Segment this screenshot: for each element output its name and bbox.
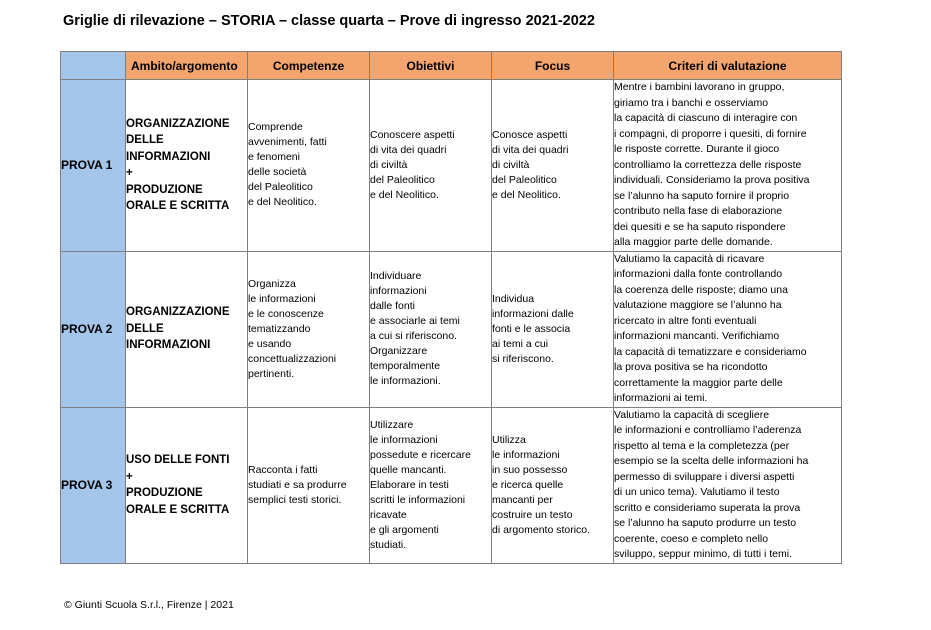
obiettivi-line: ricavate: [370, 508, 407, 521]
focus-line: di civiltà: [492, 158, 530, 171]
obiettivi-line: e del Neolitico.: [370, 188, 439, 201]
competenze-line: Comprende: [248, 121, 303, 134]
criteri-cell: [614, 251, 842, 407]
criteri-line: di un unico tema). Valutiamo il testo: [614, 486, 780, 498]
obiettivi-line: le informazioni.: [370, 375, 441, 387]
obiettivi-line: informazioni: [370, 285, 427, 297]
competenze-line: e del Neolitico.: [248, 196, 317, 209]
focus-line: di argomento storico.: [492, 523, 591, 536]
competenze-line: Racconta i fatti: [248, 463, 318, 476]
focus-line: e del Neolitico.: [492, 188, 561, 201]
obiettivi-cell: [370, 251, 492, 407]
obiettivi-line: le informazioni: [370, 433, 438, 446]
ambito-line: INFORMAZIONI: [126, 150, 211, 163]
competenze-line: studiati e sa produrre: [248, 478, 347, 491]
criteri-line: informazioni dalla fonte controllando: [614, 268, 783, 280]
competenze-line: tematizzando: [248, 322, 311, 335]
competenze-cell: [248, 407, 370, 563]
header-cell-competenze: Competenze: [248, 52, 370, 80]
obiettivi-line: possedute e ricercare: [370, 448, 471, 461]
obiettivi-line: studiati.: [370, 538, 407, 551]
criteri-line: i compagni, di proporre i quesiti, di fornire: [614, 127, 807, 140]
criteri-line: coerente, coeso e completo nello: [614, 532, 769, 545]
criteri-line: dei quesiti e se ha saputo rispondere: [614, 220, 786, 233]
header-cell-ambito: Ambito/argomento: [126, 52, 248, 80]
criteri-line: ricercato in altre fonti eventuali: [614, 314, 757, 327]
criteri-line: la coerenza delle risposte; diamo una: [614, 283, 788, 296]
obiettivi-line: quelle mancanti.: [370, 463, 447, 476]
criteri-line: le informazioni e controlliamo l’aderenza: [614, 424, 802, 436]
criteri-line: permesso di sviluppare i diversi aspetti: [614, 470, 795, 483]
criteri-line: se l’alunno ha saputo produrre un testo: [614, 517, 797, 529]
focus-cell: [492, 80, 614, 252]
criteri-line: la capacità di ciascuno di interagire con: [614, 112, 798, 124]
criteri-line: esempio se la scelta delle informazioni ha: [614, 455, 809, 467]
obiettivi-cell: [370, 80, 492, 252]
criteri-line: informazioni ai temi.: [614, 392, 708, 404]
obiettivi-line: dalle fonti: [370, 300, 415, 312]
focus-line: Utilizza: [492, 433, 526, 446]
competenze-line: Organizza: [248, 277, 296, 290]
table-row-prova-1: [61, 80, 842, 252]
obiettivi-line: Organizzare: [370, 345, 428, 357]
obiettivi-line: e gli argomenti: [370, 523, 439, 536]
focus-line: e ricerca quelle: [492, 478, 564, 491]
focus-line: fonti e le associa: [492, 322, 571, 335]
header-cell-blank: [61, 52, 126, 80]
focus-line: mancanti per: [492, 493, 553, 506]
criteri-line: Valutiamo la capacità di scegliere: [614, 408, 770, 421]
obiettivi-line: Conoscere aspetti: [370, 128, 455, 141]
criteri-line: la capacità di tematizzare e consideriamo: [614, 345, 807, 358]
page-title: Griglie di rilevazione – STORIA – classe quarta – Prove di ingresso 2021-2022: [63, 13, 595, 29]
focus-line: Individua: [492, 292, 535, 305]
criteri-cell: [614, 80, 842, 252]
header-cell-obiettivi: Obiettivi: [370, 52, 492, 80]
focus-line: le informazioni: [492, 448, 560, 461]
header-cell-focus: Focus: [492, 52, 614, 80]
competenze-line: e le conoscenze: [248, 307, 324, 320]
header-row: [61, 52, 842, 80]
prova-label: PROVA 3: [61, 407, 126, 563]
criteri-line: Mentre i bambini lavorano in gruppo,: [614, 81, 785, 93]
criteri-line: correttamente la maggior parte delle: [614, 376, 783, 389]
copyright-footer: © Giunti Scuola S.r.l., Firenze | 2021: [64, 599, 234, 611]
criteri-line: rispetto al tema e la completezza (per: [614, 439, 790, 452]
obiettivi-cell: [370, 407, 492, 563]
criteri-line: individuali. Consideriamo la prova positiva: [614, 174, 810, 186]
obiettivi-line: e associarle ai temi: [370, 315, 460, 327]
criteri-cell: [614, 407, 842, 563]
prova-label: PROVA 2: [61, 251, 126, 407]
header-cell-criteri: Criteri di valutazione: [614, 52, 842, 80]
criteri-line: alla maggior parte delle domande.: [614, 236, 773, 248]
criteri-line: Valutiamo la capacità di ricavare: [614, 252, 765, 265]
ambito-cell: [126, 251, 248, 407]
focus-line: si riferiscono.: [492, 352, 554, 365]
competenze-line: semplici testi storici.: [248, 493, 342, 506]
competenze-line: e usando: [248, 337, 292, 350]
competenze-line: del Paleolitico: [248, 181, 313, 194]
ambito-line: ORGANIZZAZIONE: [126, 306, 230, 319]
ambito-line: ORALE E SCRITTA: [126, 200, 230, 213]
focus-line: ai temi a cui: [492, 337, 549, 350]
ambito-line: ORGANIZZAZIONE: [126, 117, 230, 130]
obiettivi-line: a cui si riferiscono.: [370, 330, 457, 342]
competenze-line: concettualizzazioni: [248, 352, 337, 365]
ambito-line: PRODUZIONE: [126, 487, 203, 499]
competenze-line: e fenomeni: [248, 151, 300, 164]
criteri-line: sviluppo, seppur minimo, di tutti i temi.: [614, 548, 792, 560]
focus-line: del Paleolitico: [492, 173, 557, 186]
obiettivi-line: di vita dei quadri: [370, 143, 447, 156]
criteri-line: la prova positiva se ha ricondotto: [614, 361, 768, 373]
criteri-line: informazioni mancanti. Verifichiamo: [614, 330, 780, 342]
ambito-line: INFORMAZIONI: [126, 339, 211, 352]
competenze-line: le informazioni: [248, 292, 316, 305]
table-row-prova-2: [61, 251, 842, 407]
obiettivi-line: di civiltà: [370, 158, 408, 171]
ambito-line: USO DELLE FONTI: [126, 454, 230, 466]
criteri-line: le risposte corrette. Durante il gioco: [614, 143, 780, 155]
focus-cell: [492, 251, 614, 407]
ambito-line: +: [126, 167, 133, 180]
criteri-line: se l’alunno ha saputo fornire il proprio: [614, 189, 790, 202]
table-row-prova-3: [61, 407, 842, 563]
obiettivi-line: scritti le informazioni: [370, 493, 466, 506]
focus-cell: [492, 407, 614, 563]
ambito-line: DELLE: [126, 322, 164, 335]
criteri-line: valutazione maggiore se l’alunno ha: [614, 299, 782, 311]
criteri-line: giriamo tra i banchi e osserviamo: [614, 96, 769, 109]
competenze-line: avvenimenti, fatti: [248, 136, 327, 149]
ambito-cell: [126, 80, 248, 252]
ambito-line: DELLE: [126, 134, 164, 147]
focus-line: in suo possesso: [492, 463, 568, 476]
ambito-line: PRODUZIONE: [126, 183, 203, 196]
ambito-line: ORALE E SCRITTA: [126, 503, 230, 516]
competenze-line: delle società: [248, 166, 307, 179]
obiettivi-line: del Paleolitico: [370, 173, 435, 186]
competenze-line: pertinenti.: [248, 367, 295, 380]
obiettivi-line: Individuare: [370, 270, 422, 282]
obiettivi-line: Utilizzare: [370, 418, 414, 431]
obiettivi-line: temporalmente: [370, 360, 441, 372]
focus-line: di vita dei quadri: [492, 143, 569, 156]
evaluation-grid-table: [60, 51, 842, 564]
competenze-cell: [248, 80, 370, 252]
focus-line: costruire un testo: [492, 508, 573, 521]
obiettivi-line: Elaborare in testi: [370, 478, 449, 491]
ambito-line: +: [126, 470, 133, 483]
criteri-line: contributo nella fase di elaborazione: [614, 205, 783, 217]
focus-line: Conosce aspetti: [492, 128, 568, 141]
criteri-line: scritto e consideriamo superata la prova: [614, 501, 801, 514]
ambito-cell: [126, 407, 248, 563]
prova-label: PROVA 1: [61, 80, 126, 252]
criteri-line: controlliamo la correttezza delle risposte: [614, 158, 802, 171]
focus-line: informazioni dalle: [492, 307, 574, 320]
competenze-cell: [248, 251, 370, 407]
